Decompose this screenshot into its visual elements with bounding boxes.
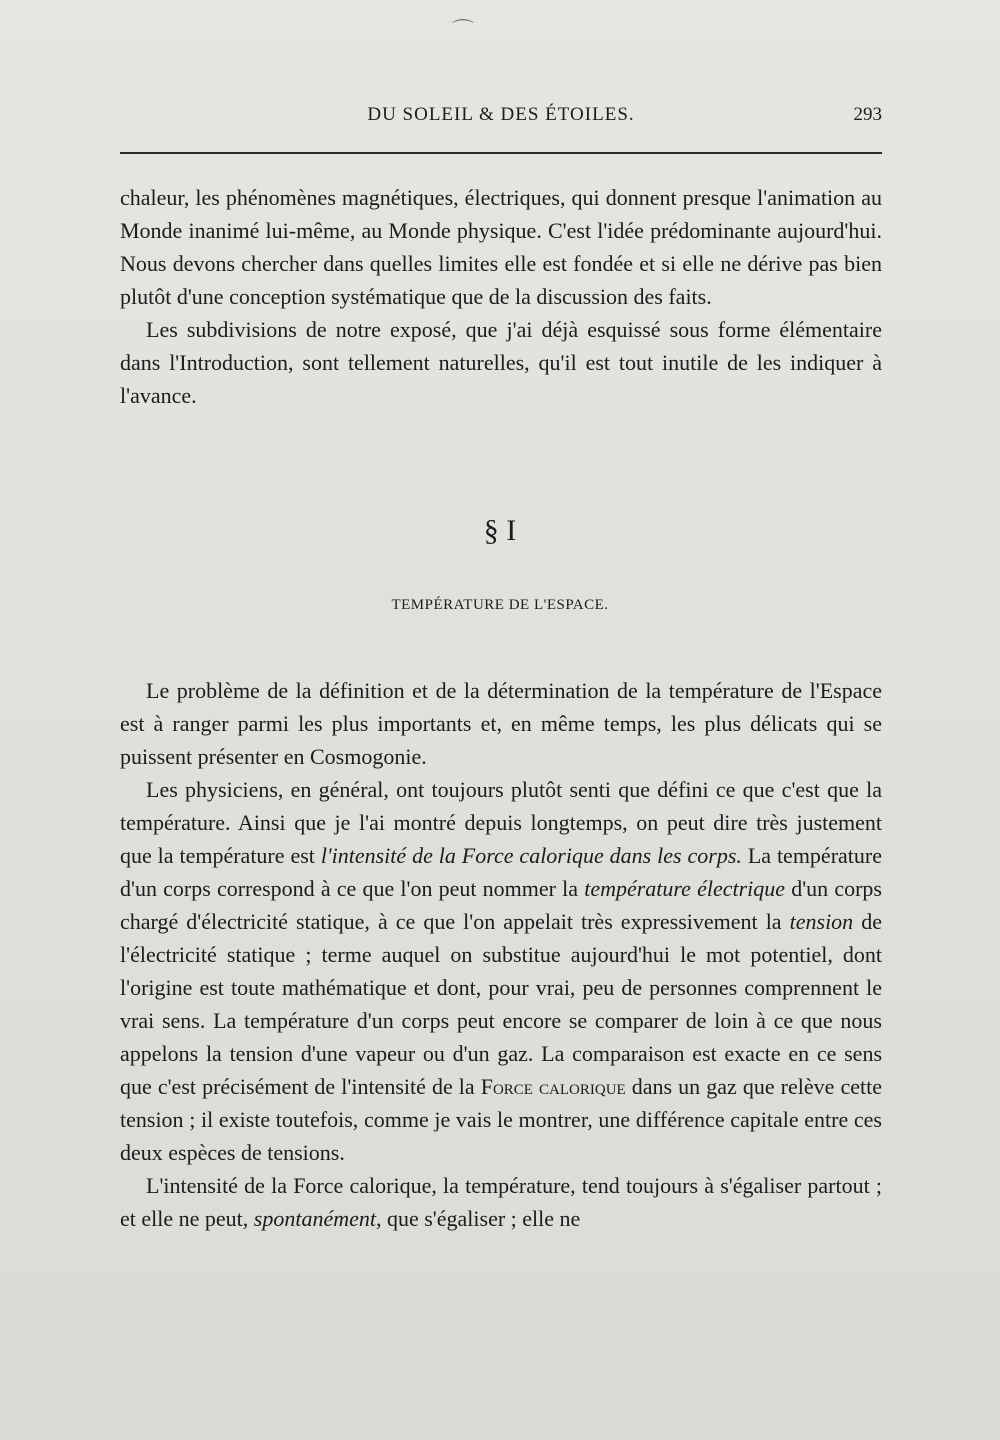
paragraph: Les subdivisions de notre exposé, que j'ai déjà esquissé sous forme élémentaire dans l'Introduction, sont tellement naturelles, qu'il est tout inutile de les indiquer à l'avance. [120, 317, 882, 408]
italic-run: tension [789, 909, 854, 934]
section-title: TEMPÉRATURE DE L'ESPACE. [391, 597, 609, 613]
text-block-top [120, 181, 882, 412]
text-run: Les physiciens, en général, ont toujours plutôt senti que défini ce que c'est que la température. Ainsi que je l'ai montré depuis longtemps, on peut dire très justement que la température est [120, 777, 882, 868]
text-run: d'un corps chargé d'électricité statique, à ce que l'on appelait très expressivement la [120, 876, 882, 934]
paragraph [120, 773, 882, 1169]
text-run: La température d'un corps correspond à ce que l'on peut nommer la [120, 843, 882, 901]
text-run: que s'égaliser ; elle ne [381, 1206, 581, 1231]
header-rule [120, 152, 882, 154]
italic-run: spontanément, [253, 1206, 382, 1231]
text-run: dans un gaz que relève cette tension ; il existe toutefois, comme je vais le montrer, une différence capitale entre ces deux espèces de tensions. [120, 1074, 883, 1165]
section-number: § I [483, 514, 517, 547]
italic-run: température électrique [584, 876, 786, 901]
small-caps-run: Force calorique [480, 1074, 626, 1099]
running-title: DU SOLEIL & DES ÉTOILES. [367, 104, 635, 125]
italic-run: l'intensité de la Force calorique dans les corps. [320, 843, 742, 868]
page-number: 293 [853, 104, 882, 125]
text-run: de l'électricité statique ; terme auquel on substitue aujourd'hui le mot potentiel, dont l'origine est toute mathématique et dont, pour vrai, peu de personnes comprennent le vrai sens. La température d'un corps peut encore se comparer de loin à ce que nous appelons la tension d'une vapeur ou d'un gaz. La comparaison est exacte en ce sens que c'est précisément de l'intensité de la [120, 909, 883, 1099]
text-block-section [120, 674, 882, 1235]
text-run: L'intensité de la Force calorique, la température, tend toujours à s'égaliser partout ; et elle ne peut, [120, 1173, 882, 1231]
page-mark: ⌒ [452, 18, 475, 43]
paragraph [120, 1169, 882, 1235]
running-head [120, 100, 882, 130]
paragraph: Le problème de la définition et de la détermination de la température de l'Espace est à ranger parmi les plus importants et, en même temps, les plus délicats qui se puissent présenter en Cosmogonie. [120, 678, 882, 769]
paragraph-continued: chaleur, les phénomènes magnétiques, électriques, qui donnent presque l'animation au Monde inanimé lui-même, au Monde physique. C'est l'idée prédominante aujourd'hui. Nous devons chercher dans quelles limites elle est fondée et si elle ne dérive pas bien plutôt d'une conception systématique que de la discussion des faits. [120, 185, 882, 309]
